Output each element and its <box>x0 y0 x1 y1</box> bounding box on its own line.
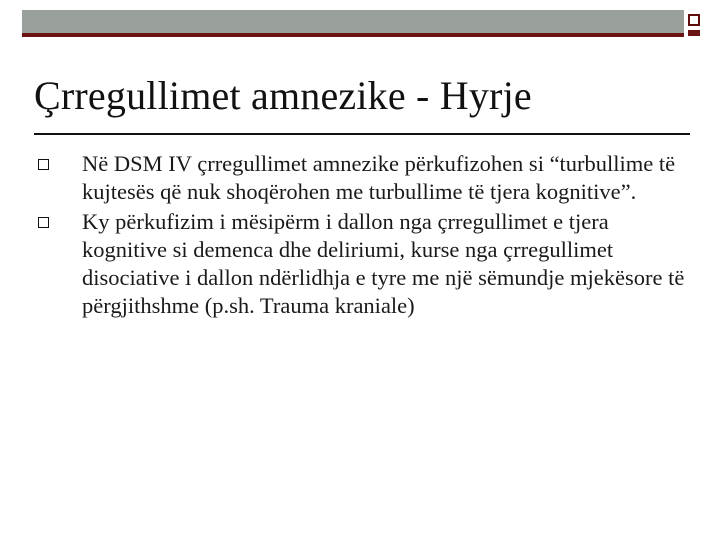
bullet-item <box>38 150 688 206</box>
corner-square-decoration <box>688 14 700 26</box>
hollow-square-bullet-icon <box>38 159 49 170</box>
bullet-item <box>38 208 688 320</box>
bullet-text: Në DSM IV çrregullimet amnezike përkufizohen si “turbullime të kujtesës që nuk shoqërohen me turbullime të tjera kognitive”. <box>82 151 676 204</box>
corner-accent-decoration <box>688 30 700 36</box>
title-underline-rule <box>34 133 690 135</box>
bullet-text: Ky përkufizim i mësipërm i dallon nga çrregullimet e tjera kognitive si demenca dhe deliriumi, kurse nga çrregullimet disociative i dallon ndërlidhja e tyre me një sëmundje mjekësore të përgjithshme (p.sh. Trauma kraniale) <box>82 209 685 318</box>
slide-title: Çrregullimet amnezike - Hyrje <box>34 73 532 118</box>
hollow-square-bullet-icon <box>38 217 49 228</box>
bullet-list <box>38 150 688 322</box>
header-band-accent-line <box>22 33 684 37</box>
